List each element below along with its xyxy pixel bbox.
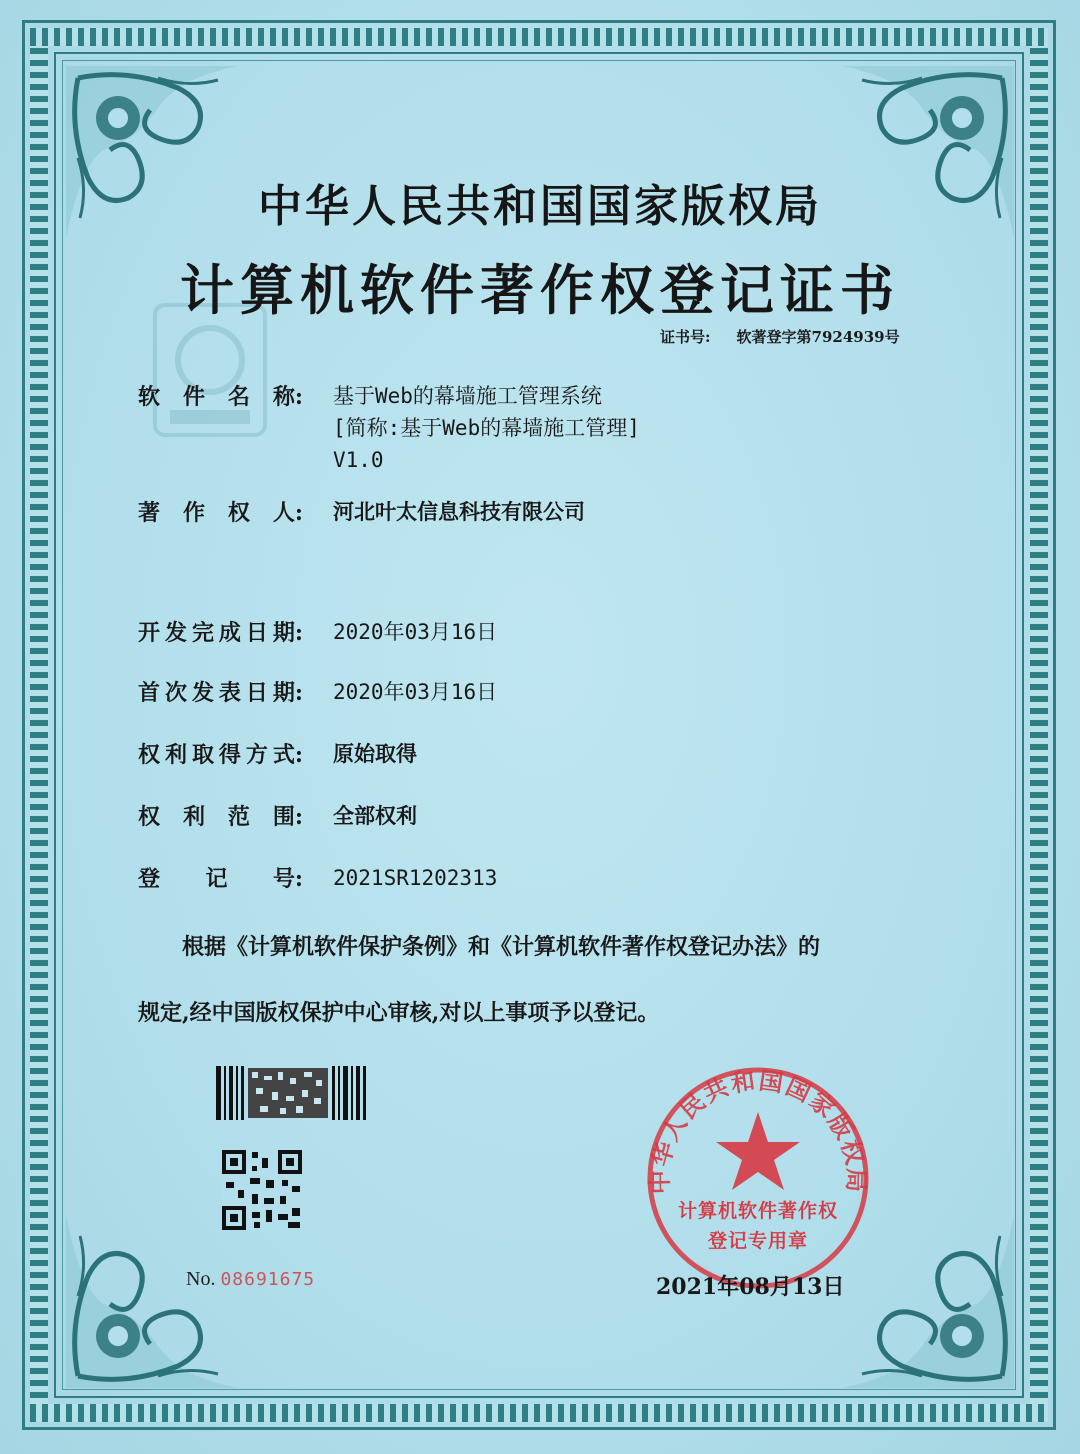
label-char: 著 xyxy=(138,500,161,526)
label-char: 首 xyxy=(138,680,161,706)
label-char: 作 xyxy=(182,500,205,526)
certificate-number-value: 软著登字第7924939号 xyxy=(736,328,900,346)
field-publication-date xyxy=(138,676,497,708)
label-char: 期: xyxy=(272,680,303,706)
field-registration-number xyxy=(138,862,497,894)
seal-ring-text: 中华人民共和国国家版权局 xyxy=(644,1065,872,1195)
label-char: 号: xyxy=(272,866,303,892)
label-char: 权 xyxy=(138,804,161,830)
corner-ornament-icon xyxy=(58,1206,248,1396)
label-char: 方 xyxy=(245,742,268,768)
label-char: 利 xyxy=(182,804,205,830)
label-char: 称: xyxy=(272,384,303,410)
field-development-date xyxy=(138,616,497,648)
label-char: 式: xyxy=(272,742,303,768)
field-software-name xyxy=(138,380,640,476)
software-name-short-line: [简称:基于Web的幕墙施工管理] xyxy=(333,416,640,440)
registration-statement xyxy=(138,932,958,1028)
statement-line-2: 规定,经中国版权保护中心审核,对以上事项予以登记。 xyxy=(138,1000,660,1026)
field-copyright-owner xyxy=(138,496,585,528)
label-char: 发 xyxy=(191,680,214,706)
label-char: 发 xyxy=(164,620,187,646)
publication-date-value: 2020年03月16日 xyxy=(333,680,498,704)
label-char: 次 xyxy=(164,680,187,706)
registration-number-value: 2021SR1202313 xyxy=(333,866,498,890)
label-char: 开 xyxy=(138,620,161,646)
field-acquisition-method xyxy=(138,738,417,770)
barcode-icon xyxy=(216,1066,368,1120)
label-char: 软 xyxy=(138,384,161,410)
statement-line-1: 根据《计算机软件保护条例》和《计算机软件著作权登记办法》的 xyxy=(182,934,821,960)
copyright-owner-value: 河北叶太信息科技有限公司 xyxy=(333,499,585,524)
label-char: 期: xyxy=(272,620,303,646)
software-name-line: 基于Web的幕墙施工管理系统 xyxy=(333,384,602,408)
field-rights-scope xyxy=(138,800,417,832)
label-char: 完 xyxy=(191,620,214,646)
serial-number xyxy=(186,1268,315,1291)
label-char: 范 xyxy=(227,804,250,830)
certificate-title: 计算机软件著作权登记证书 xyxy=(180,258,900,322)
software-version-line: V1.0 xyxy=(333,448,384,472)
label-char: 人: xyxy=(272,500,303,526)
serial-prefix: No. xyxy=(186,1268,216,1290)
issue-date: 2021年08月13日 xyxy=(656,1274,845,1300)
label-char: 登 xyxy=(138,866,161,892)
label-char: 名 xyxy=(227,384,250,410)
software-name-value xyxy=(333,380,640,476)
qr-code-icon xyxy=(222,1150,302,1230)
acquisition-method-value: 原始取得 xyxy=(333,741,417,766)
official-seal-stamp xyxy=(638,1056,878,1296)
certificate-number xyxy=(660,326,900,347)
seal-star-icon xyxy=(716,1112,800,1190)
rights-scope-value: 全部权利 xyxy=(333,803,417,828)
label-char: 围: xyxy=(272,804,303,830)
authority-title: 中华人民共和国国家版权局 xyxy=(258,181,822,232)
development-date-value: 2020年03月16日 xyxy=(333,620,498,644)
label-char: 成 xyxy=(218,620,241,646)
label-char: 取 xyxy=(191,742,214,768)
label-char: 利 xyxy=(164,742,187,768)
label-char: 日 xyxy=(245,680,268,706)
label-char: 记 xyxy=(205,866,228,892)
label-char: 得 xyxy=(218,742,241,768)
label-char: 件 xyxy=(182,384,205,410)
label-char: 表 xyxy=(218,680,241,706)
seal-line-1: 计算机软件著作权 xyxy=(677,1200,838,1222)
label-char: 权 xyxy=(227,500,250,526)
label-char: 权 xyxy=(138,742,161,768)
label-char: 日 xyxy=(245,620,268,646)
serial-number-value: 08691675 xyxy=(220,1269,316,1290)
certificate-number-label: 证书号: xyxy=(660,328,711,346)
seal-line-2: 登记专用章 xyxy=(707,1230,808,1252)
